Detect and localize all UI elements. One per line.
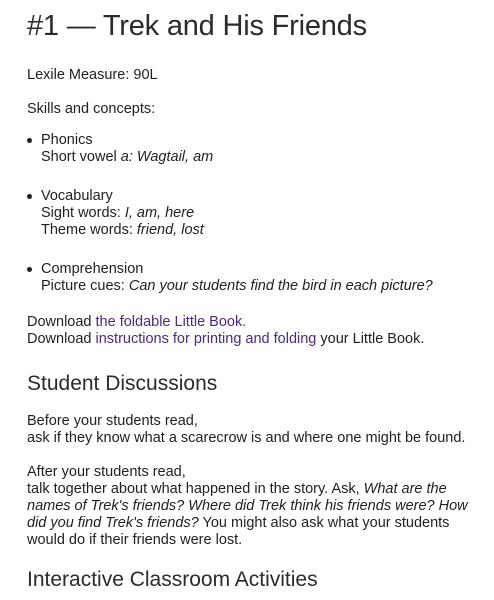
lexile-value: 90L xyxy=(133,67,158,83)
after-reading-text-part: You might also ask what your students would do if their friends were lost. xyxy=(27,515,450,548)
skill-detail xyxy=(41,278,482,295)
lexile-measure xyxy=(27,67,482,84)
printing-instructions-link[interactable]: instructions for printing and folding xyxy=(95,331,317,347)
skill-detail-value: a: Wagtail, am xyxy=(120,149,214,165)
page-title: #1 — Trek and His Friends xyxy=(27,10,367,42)
skill-detail-label: Short vowel xyxy=(41,149,121,165)
download-line-book xyxy=(27,314,482,331)
before-reading-block xyxy=(27,413,482,447)
bullet-icon xyxy=(27,267,32,272)
before-reading-text: ask if they know what a scarecrow is and where one might be found. xyxy=(27,430,466,446)
skill-detail-label: Theme words: xyxy=(41,222,137,238)
skill-name: Vocabulary xyxy=(41,188,113,204)
skill-item-vocabulary xyxy=(27,188,482,239)
interactive-activities-heading: Interactive Classroom Activities xyxy=(27,568,318,591)
lexile-label: Lexile Measure: xyxy=(27,67,130,83)
skill-detail-label: Sight words: xyxy=(41,205,125,221)
skills-list xyxy=(27,132,482,295)
skill-name: Phonics xyxy=(41,132,93,148)
skill-detail-value: Can your students find the bird in each picture? xyxy=(128,278,433,294)
skill-item-comprehension xyxy=(27,261,482,295)
skill-name: Comprehension xyxy=(41,261,144,277)
skill-detail xyxy=(41,222,482,239)
skill-detail-label: Picture cues: xyxy=(41,278,129,294)
skill-detail xyxy=(41,149,482,166)
after-reading-questions: What are the names of Trek's friends? Where did Trek think his friends were? How did you find Trek's friends? xyxy=(27,481,468,531)
after-reading-text-part: talk together about what happened in the story. Ask, xyxy=(27,481,364,497)
skills-heading: Skills and concepts: xyxy=(27,101,156,117)
bullet-icon xyxy=(27,138,32,143)
downloads-section xyxy=(27,314,482,348)
skill-detail-value: I, am, here xyxy=(124,205,195,221)
download-text: your Little Book. xyxy=(316,331,425,347)
skill-detail-value: friend, lost xyxy=(136,222,204,238)
before-reading-lead: Before your students read, xyxy=(27,413,198,429)
student-discussions-heading: Student Discussions xyxy=(27,372,218,395)
download-line-instructions xyxy=(27,331,482,348)
bullet-icon xyxy=(27,194,32,199)
skill-detail xyxy=(41,205,482,222)
download-text: Download xyxy=(27,314,96,330)
download-text: Download xyxy=(27,331,96,347)
foldable-book-link[interactable]: the foldable Little Book. xyxy=(95,314,247,330)
after-reading-block xyxy=(27,464,482,549)
after-reading-lead: After your students read, xyxy=(27,464,186,480)
after-reading-text xyxy=(27,481,482,549)
skill-item-phonics xyxy=(27,132,482,166)
